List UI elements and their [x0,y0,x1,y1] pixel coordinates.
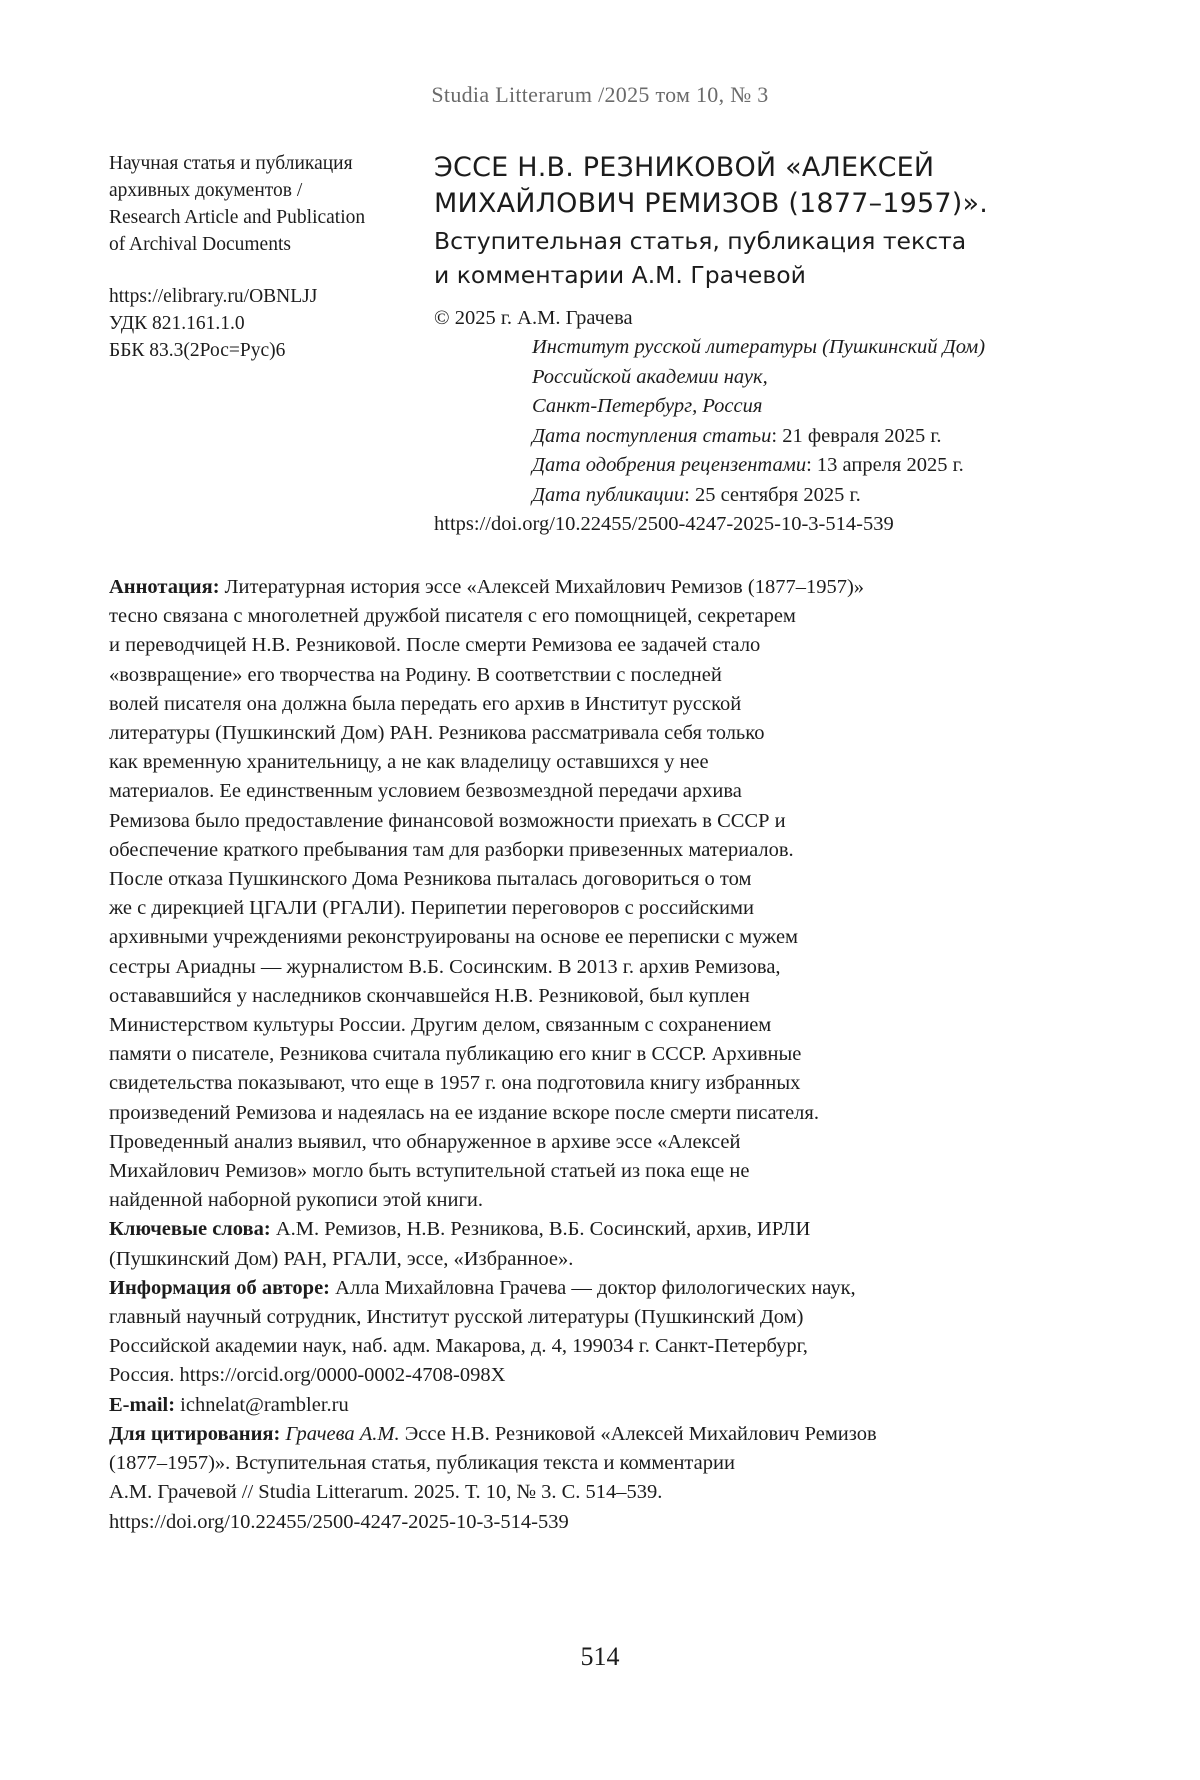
title-line: ЭССЕ Н.В. РЕЗНИКОВОЙ «АЛЕКСЕЙ [434,152,935,183]
abstract-line: произведений Ремизова и надеялась на ее издание вскоре после смерти писателя. [109,1101,819,1124]
abstract-line: тесно связана с многолетней дружбой писателя с его помощницей, секретарем [109,605,796,628]
affiliation-block [532,333,1094,510]
abstract-line: Министерством культуры России. Другим делом, связанным с сохранением [109,1014,772,1037]
abstract-line: Ремизова было предоставление финансовой возможности приехать в СССР и [109,809,786,832]
author-byline: © 2025 г. А.М. Грачева [434,307,633,329]
abstract-line: и переводчицей Н.В. Резниковой. После смерти Ремизова ее задачей стало [109,634,761,657]
abstract-label: Аннотация: [109,576,220,598]
author-info-line: Россия. https://orcid.org/0000-0002-4708-098X [109,1364,506,1387]
article-type-line: Research Article and Publication [109,207,366,228]
citation: Для цитирования: Грачева А.М. Эссе Н.В. Резниковой «Алексей Михайлович Ремизов (1877–1957)». Вступительная статья, публикация текста и комментарии А.М. Грачевой // Studia Litterarum. 2025. Т. 10, № 3. С. 514–539. https://doi.org/10.22455/2500-4247-2025-10-3-514-539 [109,1420,1069,1537]
abstract-line: найденной наборной рукописи этой книги. [109,1189,483,1212]
abstract-line: Михайлович Ремизов» могло быть вступительной статьей из пока еще не [109,1160,750,1183]
keywords: Ключевые слова: А.М. Ремизов, Н.В. Резникова, В.Б. Сосинский, архив, ИРЛИ (Пушкинский Дом) РАН, РГАЛИ, эссе, «Избранное». [109,1215,1069,1273]
email-label: E-mail: [109,1393,176,1416]
page-number: 514 [580,1642,620,1671]
abstract: Аннотация: Литературная история эссе «Алексей Михайлович Ремизов (1877–1957)» тесно связана с многолетней дружбой писателя с его помощницей, секретарем и переводчицей Н.В. Резниковой. После смерти Ремизова ее задачей стало «возвращение» его творчества на Родину. В соответствии с последней волей писателя она должна была передать его архив в Институт русской литературы (Пушкинский Дом) РАН. Резникова рассматривала себя только как временную хранительницу, а не как владелицу оставшихся у нее материалов. Ее единственным условием безвозмездной передачи архива Ремизова было предоставление финансовой возможности приехать в СССР и обеспечение краткого пребывания там для разборки привезенных материалов. После отказа Пушкинского Дома Резникова пыталась договориться о том же с дирекцией ЦГАЛИ (РГАЛИ). Перипетии переговоров с российскими архивными учреждениями реконструированы на основе ее переписки с мужем сестры Ариадны — журналистом В.Б. Сосинским. В 2013 г. архив Ремизова, остававшийся у наследников скончавшейся Н.В. Резниковой, был куплен Министерством культуры России. Другим делом, связанным с сохранением памяти о писателе, Резникова считала публикацию его книг в СССР. Архивные свидетельства показывают, что еще в 1957 г. она подготовила книгу избранных произведений Ремизова и надеялась на ее издание вскоре после смерти писателя. Проведенный анализ выявил, что обнаруженное в архиве эссе «Алексей Михайлович Ремизов» могло быть вступительной статьей из пока еще не найденной наборной рукописи этой книги. [109,573,1069,1215]
abstract-line: свидетельства показывают, что еще в 1957 г. она подготовила книгу избранных [109,1072,801,1095]
udc-code: УДК 821.161.1.0 [109,313,245,334]
doi-link[interactable]: https://doi.org/10.22455/2500-4247-2025-10-3-514-539 [434,513,894,535]
author-info-line: Российской академии наук, наб. адм. Макарова, д. 4, 199034 г. Санкт-Петербург, [109,1335,808,1358]
article-meta-sidebar [109,150,419,364]
keywords-line: (Пушкинский Дом) РАН, РГАЛИ, эссе, «Избранное». [109,1247,574,1270]
abstract-line: «возвращение» его творчества на Родину. В соответствии с последней [109,663,722,686]
article-subtitle [434,224,1094,292]
keywords-label: Ключевые слова: [109,1218,271,1241]
abstract-line: Проведенный анализ выявил, что обнаруженное в архиве эссе «Алексей [109,1130,741,1153]
title-line: МИХАЙЛОВИЧ РЕМИЗОВ (1877–1957)». [434,188,989,219]
article-heading [434,150,1094,539]
affiliation-line: Российской академии наук, [532,365,768,388]
article-type-line: архивных документов / [109,180,303,201]
bbk-code: ББК 83.3(2Рос=Рус)6 [109,340,286,361]
article-type-line: Научная статья и публикация [109,153,353,174]
author-info-label: Информация об авторе: [109,1276,331,1299]
abstract-line: литературы (Пушкинский Дом) РАН. Резникова рассматривала себя только [109,722,765,745]
elibrary-link[interactable]: https://elibrary.ru/OBNLJJ [109,286,318,307]
subtitle-line: Вступительная статья, публикация текста [434,227,967,255]
email-address[interactable]: ichnelat@rambler.ru [175,1393,349,1416]
article-metadata [109,573,1069,1537]
author-info-line: главный научный сотрудник, Институт русской литературы (Пушкинский Дом) [109,1306,804,1329]
abstract-line: После отказа Пушкинского Дома Резникова пыталась договориться о том [109,868,752,891]
author-info: Информация об авторе: Алла Михайловна Грачева — доктор филологических наук, главный научный сотрудник, Институт русской литературы (Пушкинский Дом) Российской академии наук, наб. адм. Макарова, д. 4, 199034 г. Санкт-Петербург, Россия. https://orcid.org/0000-0002-4708-098X [109,1274,1069,1391]
abstract-line: обеспечение краткого пребывания там для разборки привезенных материалов. [109,838,794,861]
article-type [109,150,419,258]
abstract-line: материалов. Ее единственным условием безвозмездной передачи архива [109,780,742,803]
abstract-line: архивными учреждениями реконструированы на основе ее переписки с мужем [109,926,799,949]
date-approved: Дата одобрения рецензентами: 13 апреля 2025 г. [532,454,964,476]
abstract-line: остававшийся у наследников скончавшейся Н.В. Резниковой, был куплен [109,984,750,1007]
identifiers [109,283,419,364]
article-type-line: of Archival Documents [109,234,291,255]
affiliation-line: Санкт-Петербург, Россия [532,395,763,417]
citation-author: Грачева А.М. [285,1422,400,1445]
article-title [434,150,1094,222]
abstract-line: памяти о писателе, Резникова считала публикацию его книг в СССР. Архивные [109,1043,802,1066]
citation-line: (1877–1957)». Вступительная статья, публикация текста и комментарии [109,1452,735,1475]
subtitle-line: и комментарии А.М. Грачевой [434,261,806,289]
abstract-line: как временную хранительницу, а не как владелицу оставшихся у нее [109,751,709,774]
abstract-line: сестры Ариадны — журналистом В.Б. Сосинским. В 2013 г. архив Ремизова, [109,955,781,978]
affiliation-line: Институт русской литературы (Пушкинский Дом) [532,336,986,358]
running-head: Studia Litterarum /2025 том 10, № 3 [431,82,769,107]
date-received: Дата поступления статьи: 21 февраля 2025 г. [532,424,942,447]
citation-doi-link[interactable]: https://doi.org/10.22455/2500-4247-2025-10-3-514-539 [109,1510,569,1533]
date-published: Дата публикации: 25 сентября 2025 г. [532,483,861,506]
abstract-line: же с дирекцией ЦГАЛИ (РГАЛИ). Перипетии переговоров с российскими [109,897,754,920]
citation-line: А.М. Грачевой // Studia Litterarum. 2025. Т. 10, № 3. С. 514–539. [109,1481,663,1504]
citation-label: Для цитирования: [109,1422,281,1445]
email [109,1391,1069,1420]
abstract-line: волей писателя она должна была передать его архив в Институт русской [109,692,742,715]
